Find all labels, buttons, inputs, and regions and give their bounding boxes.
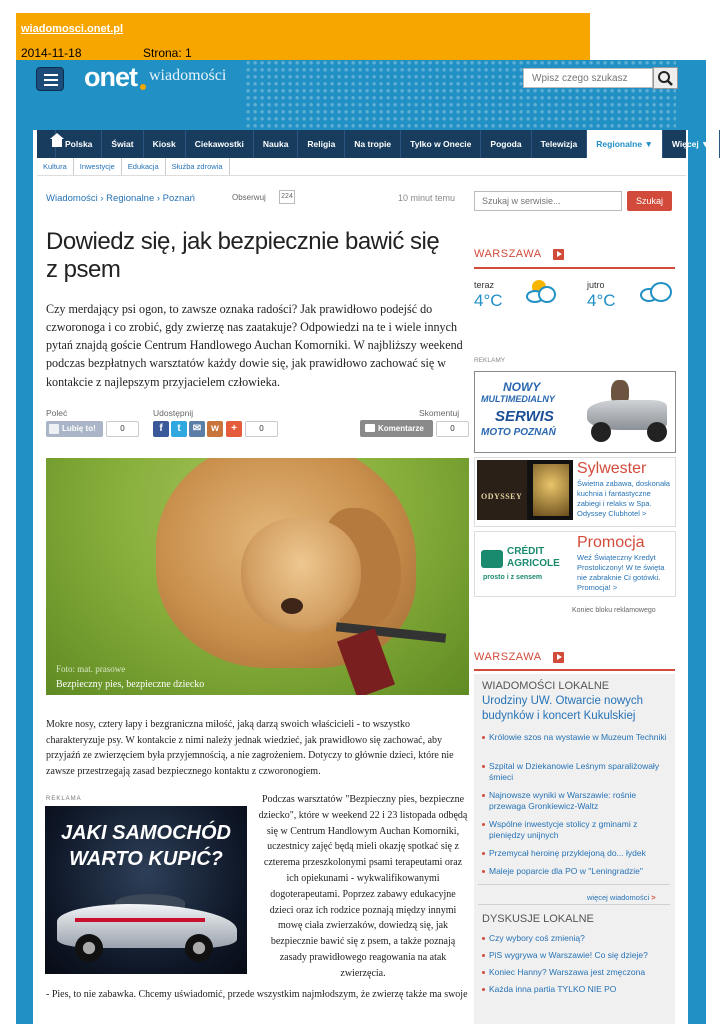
print-header [16, 13, 590, 63]
local-news-item[interactable]: Wspólne inwestycje stolicy z gminami z pieniędzy unijnych [482, 819, 672, 842]
comments-button[interactable]: Komentarze [360, 420, 433, 437]
nav-item-tylko-w-onecie[interactable]: Tylko w Onecie [401, 130, 481, 158]
search-icon [654, 68, 677, 88]
subnav-item-kultura[interactable]: Kultura [37, 158, 74, 175]
ad-block-end: Koniec bloku reklamowego [572, 607, 656, 614]
moto-ad-line-2: MULTIMEDIALNY [481, 394, 555, 404]
local-city[interactable]: WARSZAWA [474, 651, 542, 663]
time-ago: 10 minut temu [398, 193, 456, 203]
twitter-share-icon[interactable]: t [171, 421, 187, 437]
credit-agricole-logo [477, 534, 573, 594]
promo-title-promocja[interactable]: Promocja [577, 534, 645, 551]
moto-poznan-advertisement[interactable] [474, 371, 676, 453]
nav-item-na-tropie[interactable]: Na tropie [345, 130, 401, 158]
nav-item-telewizja[interactable]: Telewizja [532, 130, 588, 158]
kart-wheel-rear [647, 422, 667, 442]
local-news-item[interactable]: Przemycał heroinę przyklejoną do... łydek [482, 848, 672, 859]
moto-ad-line-4: MOTO POZNAŃ [481, 427, 556, 438]
ads-label: REKLAMY [474, 357, 506, 364]
dog-nose [281, 598, 303, 614]
nav-item-swiat[interactable]: Świat [102, 130, 143, 158]
article-paragraph-3: - Pies, to nie zabawka. Chcemy uświadomić, przede wszystkim najmłodszym, że zwierzę także ma swoje [46, 989, 468, 1000]
article-paragraph-1: Mokre nosy, cztery łapy i bezgraniczna miłość, jaką darzą swoich właścicieli - to wszystko charakteryzuje psy. W kontakcie z nimi należy jednak wiedzieć, jak prawidłowo się zachować, aby przyjaźń ze zwierzęciem była przyjemnością, a nie zagrożeniem. Dotyczy to głównie dzieci, które nie zawsze przestrzegają zasad bezpiecznego kontaktu z czworonogiem. [46, 719, 454, 777]
odyssey-image [477, 460, 573, 520]
weather-now-label: teraz [474, 280, 495, 290]
site-search-button[interactable]: Szukaj [627, 191, 672, 211]
nav-item-regionalne[interactable]: Regionalne ▼ [587, 130, 663, 158]
udostepnij-label: Udostępnij [153, 408, 194, 418]
skomentuj-label: Skomentuj [419, 408, 460, 418]
nav-item-wiecej[interactable]: Więcej ▼ [663, 130, 720, 158]
moto-ad-line-3: SERWIS [495, 408, 554, 425]
promo-desc-promocja[interactable]: Weź Świąteczny Kredyt Prostoliczony! W te święta nie zabraknie Ci gotówki. Promocja! > [577, 553, 665, 593]
car-ad-headline-2: WARTO KUPIĆ? [69, 848, 223, 870]
car-ad-headline-1: JAKI SAMOCHÓD [60, 822, 231, 844]
car-stripe [75, 918, 205, 922]
weather-now-temp: 4°C [474, 291, 503, 310]
subnav-item-sluzba-zdrowia[interactable]: Służba zdrowia [166, 158, 230, 175]
more-news-label: więcej wiadomości [587, 893, 650, 902]
kart-wheel-front [591, 422, 611, 442]
top-search-input[interactable] [523, 68, 653, 88]
onet-logo[interactable]: onet [84, 62, 137, 92]
discussion-item[interactable]: PiS wygrywa w Warszawie! Co się dzieje? [482, 950, 672, 961]
car-wheel-front [75, 934, 103, 962]
discussion-item[interactable]: Każda inna partia TYLKO NIE PO [482, 984, 672, 995]
credit-agricole-brand-2: AGRICOLE [507, 558, 560, 569]
polec-label: Poleć [46, 408, 68, 418]
nav-item-polska[interactable]: Polska [56, 130, 102, 158]
facebook-share-icon[interactable]: f [153, 421, 169, 437]
comment-count: 0 [436, 421, 469, 437]
local-news-item[interactable]: Szpital w Dziekanowie Leśnym sparaliżowały śmieci [482, 761, 672, 784]
search-button[interactable] [653, 67, 678, 89]
odyssey-promo[interactable] [474, 457, 676, 527]
local-news-item[interactable]: Maleje poparcie dla PO w "Leningradzie" [482, 866, 672, 877]
photo-credit: Foto: mat. prasowe [56, 664, 126, 674]
local-news-heading: WIADOMOŚCI LOKALNE [482, 680, 610, 692]
ad-label: REKLAMA [46, 796, 82, 802]
site-search-input[interactable] [474, 191, 622, 211]
play-arrow-icon[interactable] [553, 249, 564, 260]
more-news-link[interactable] [587, 893, 656, 902]
cloud-icon [638, 280, 674, 304]
promo-desc-sylwester[interactable]: Świetna zabawa, doskonała kuchnia i fantastyczne zabiegi i relaks w Spa. Odyssey Clubhotel > [577, 479, 670, 519]
moto-ad-line-1: NOWY [503, 380, 541, 394]
article-paragraph-2: Podczas warsztatów "Bezpieczny pies, bezpieczne dziecko", które w weekend 22 i 23 listopada odbędą się w Centrum Handlowym Auchan Komorniki, uczestnicy zajęć będą mieli okazję spotkać się z czterema przeszkolonymi psami terapeutami oraz ich opiekunami - wykwalifikowanymi dogoterapeutami. Poprzez zabawy edukacyjne dzieci oraz ich rodzice poznają między innymi mowę ciała zwierzaków, dowiedzą się, jak bezpiecznie bawić się z psem, a także poznają zasady prawidłowego reagowania na atak zwierzęcia. [258, 794, 468, 979]
car-wheel-rear [185, 934, 213, 962]
email-share-icon[interactable]: ✉ [189, 421, 205, 437]
more-news-arrow: > [651, 893, 656, 902]
nav-item-pogoda[interactable]: Pogoda [481, 130, 531, 158]
credit-agricole-brand-1: CRÉDIT [507, 546, 545, 557]
local-news-lead[interactable]: Urodziny UW. Otwarcie nowych budynków i koncert Kukulskiej [482, 695, 644, 722]
odyssey-logo: ODYSSEY [481, 492, 523, 501]
partly-cloudy-icon [524, 280, 560, 304]
local-news-item[interactable]: Królowie szos na wystawie w Muzeum Techniki [482, 732, 672, 743]
home-icon[interactable] [37, 130, 56, 158]
credit-agricole-promo[interactable] [474, 531, 676, 597]
local-divider [474, 669, 675, 671]
like-count: 0 [106, 421, 139, 437]
article-title: Dowiedz się, jak bezpiecznie bawić się z psem [46, 228, 440, 284]
discussions-separator [478, 904, 670, 905]
article-lead: Czy merdający psi ogon, to zawsze oznaka radości? Jak prawidłowo podejść do czworonoga i co zrobić, gdy zwierzę nas zaatakuje? Odpowiedzi na te i wiele innych pytań znajdą goście Centrum Handlowego Auchan Komorniki. W najbliższy weekend podczas bezpłatnych warsztatów każdy dowie się, jak prawidłowo zachować się w kontakcie z najlepszym przyjacielem człowieka. [46, 302, 463, 389]
print-url[interactable]: wiadomosci.onet.pl [21, 23, 124, 35]
nav-item-religia[interactable]: Religia [298, 130, 345, 158]
print-page-number: Strona: 1 [143, 46, 192, 60]
nav-item-ciekawostki[interactable]: Ciekawostki [186, 130, 254, 158]
weather-divider [474, 267, 675, 269]
play-arrow-icon-2[interactable] [553, 652, 564, 663]
share-count: 0 [245, 421, 278, 437]
site-header [16, 60, 706, 130]
sub-nav [37, 158, 686, 176]
facebook-like-button[interactable]: Lubię to! [46, 421, 103, 437]
dog-head [241, 518, 361, 633]
local-news-separator [478, 884, 670, 885]
local-news-item[interactable]: Najnowsze wyniki w Warszawie: rośnie przewaga Gronkiewicz-Waltz [482, 790, 672, 813]
wykop-share-icon[interactable]: w [207, 421, 223, 437]
car-advertisement[interactable] [45, 806, 247, 974]
section-logo-text[interactable]: wiadomości [149, 67, 227, 84]
credit-agricole-tagline: prosto i z sensem [483, 574, 543, 581]
print-date: 2014-11-18 [21, 46, 82, 60]
observe-link[interactable]: Obserwuj [232, 193, 266, 202]
discussion-item[interactable]: Koniec Hanny? Warszawa jest zmęczona [482, 967, 672, 978]
nav-item-nauka[interactable]: Nauka [254, 130, 299, 158]
discussion-item[interactable]: Czy wybory coś zmienią? [482, 933, 672, 944]
breadcrumb[interactable]: Wiadomości › Regionalne › Poznań [46, 193, 195, 204]
observe-count: 224 [279, 190, 295, 204]
promo-title-sylwester[interactable]: Sylwester [577, 460, 647, 477]
nav-item-kiosk[interactable]: Kiosk [144, 130, 186, 158]
article-photo[interactable] [46, 458, 469, 695]
logo-dot [140, 84, 146, 90]
discussions-heading: DYSKUSJE LOKALNE [482, 913, 594, 925]
main-nav [37, 130, 710, 158]
weather-city[interactable]: WARSZAWA [474, 248, 542, 260]
photo-caption: Bezpieczny pies, bezpieczne dziecko [56, 679, 205, 690]
weather-tomorrow-label: jutro [587, 280, 605, 290]
subnav-item-edukacja[interactable]: Edukacja [122, 158, 166, 175]
weather-tomorrow-temp: 4°C [587, 291, 616, 310]
more-share-icon[interactable]: + [226, 421, 242, 437]
hamburger-menu-icon[interactable] [36, 67, 64, 91]
subnav-item-inwestycje[interactable]: Inwestycje [74, 158, 122, 175]
